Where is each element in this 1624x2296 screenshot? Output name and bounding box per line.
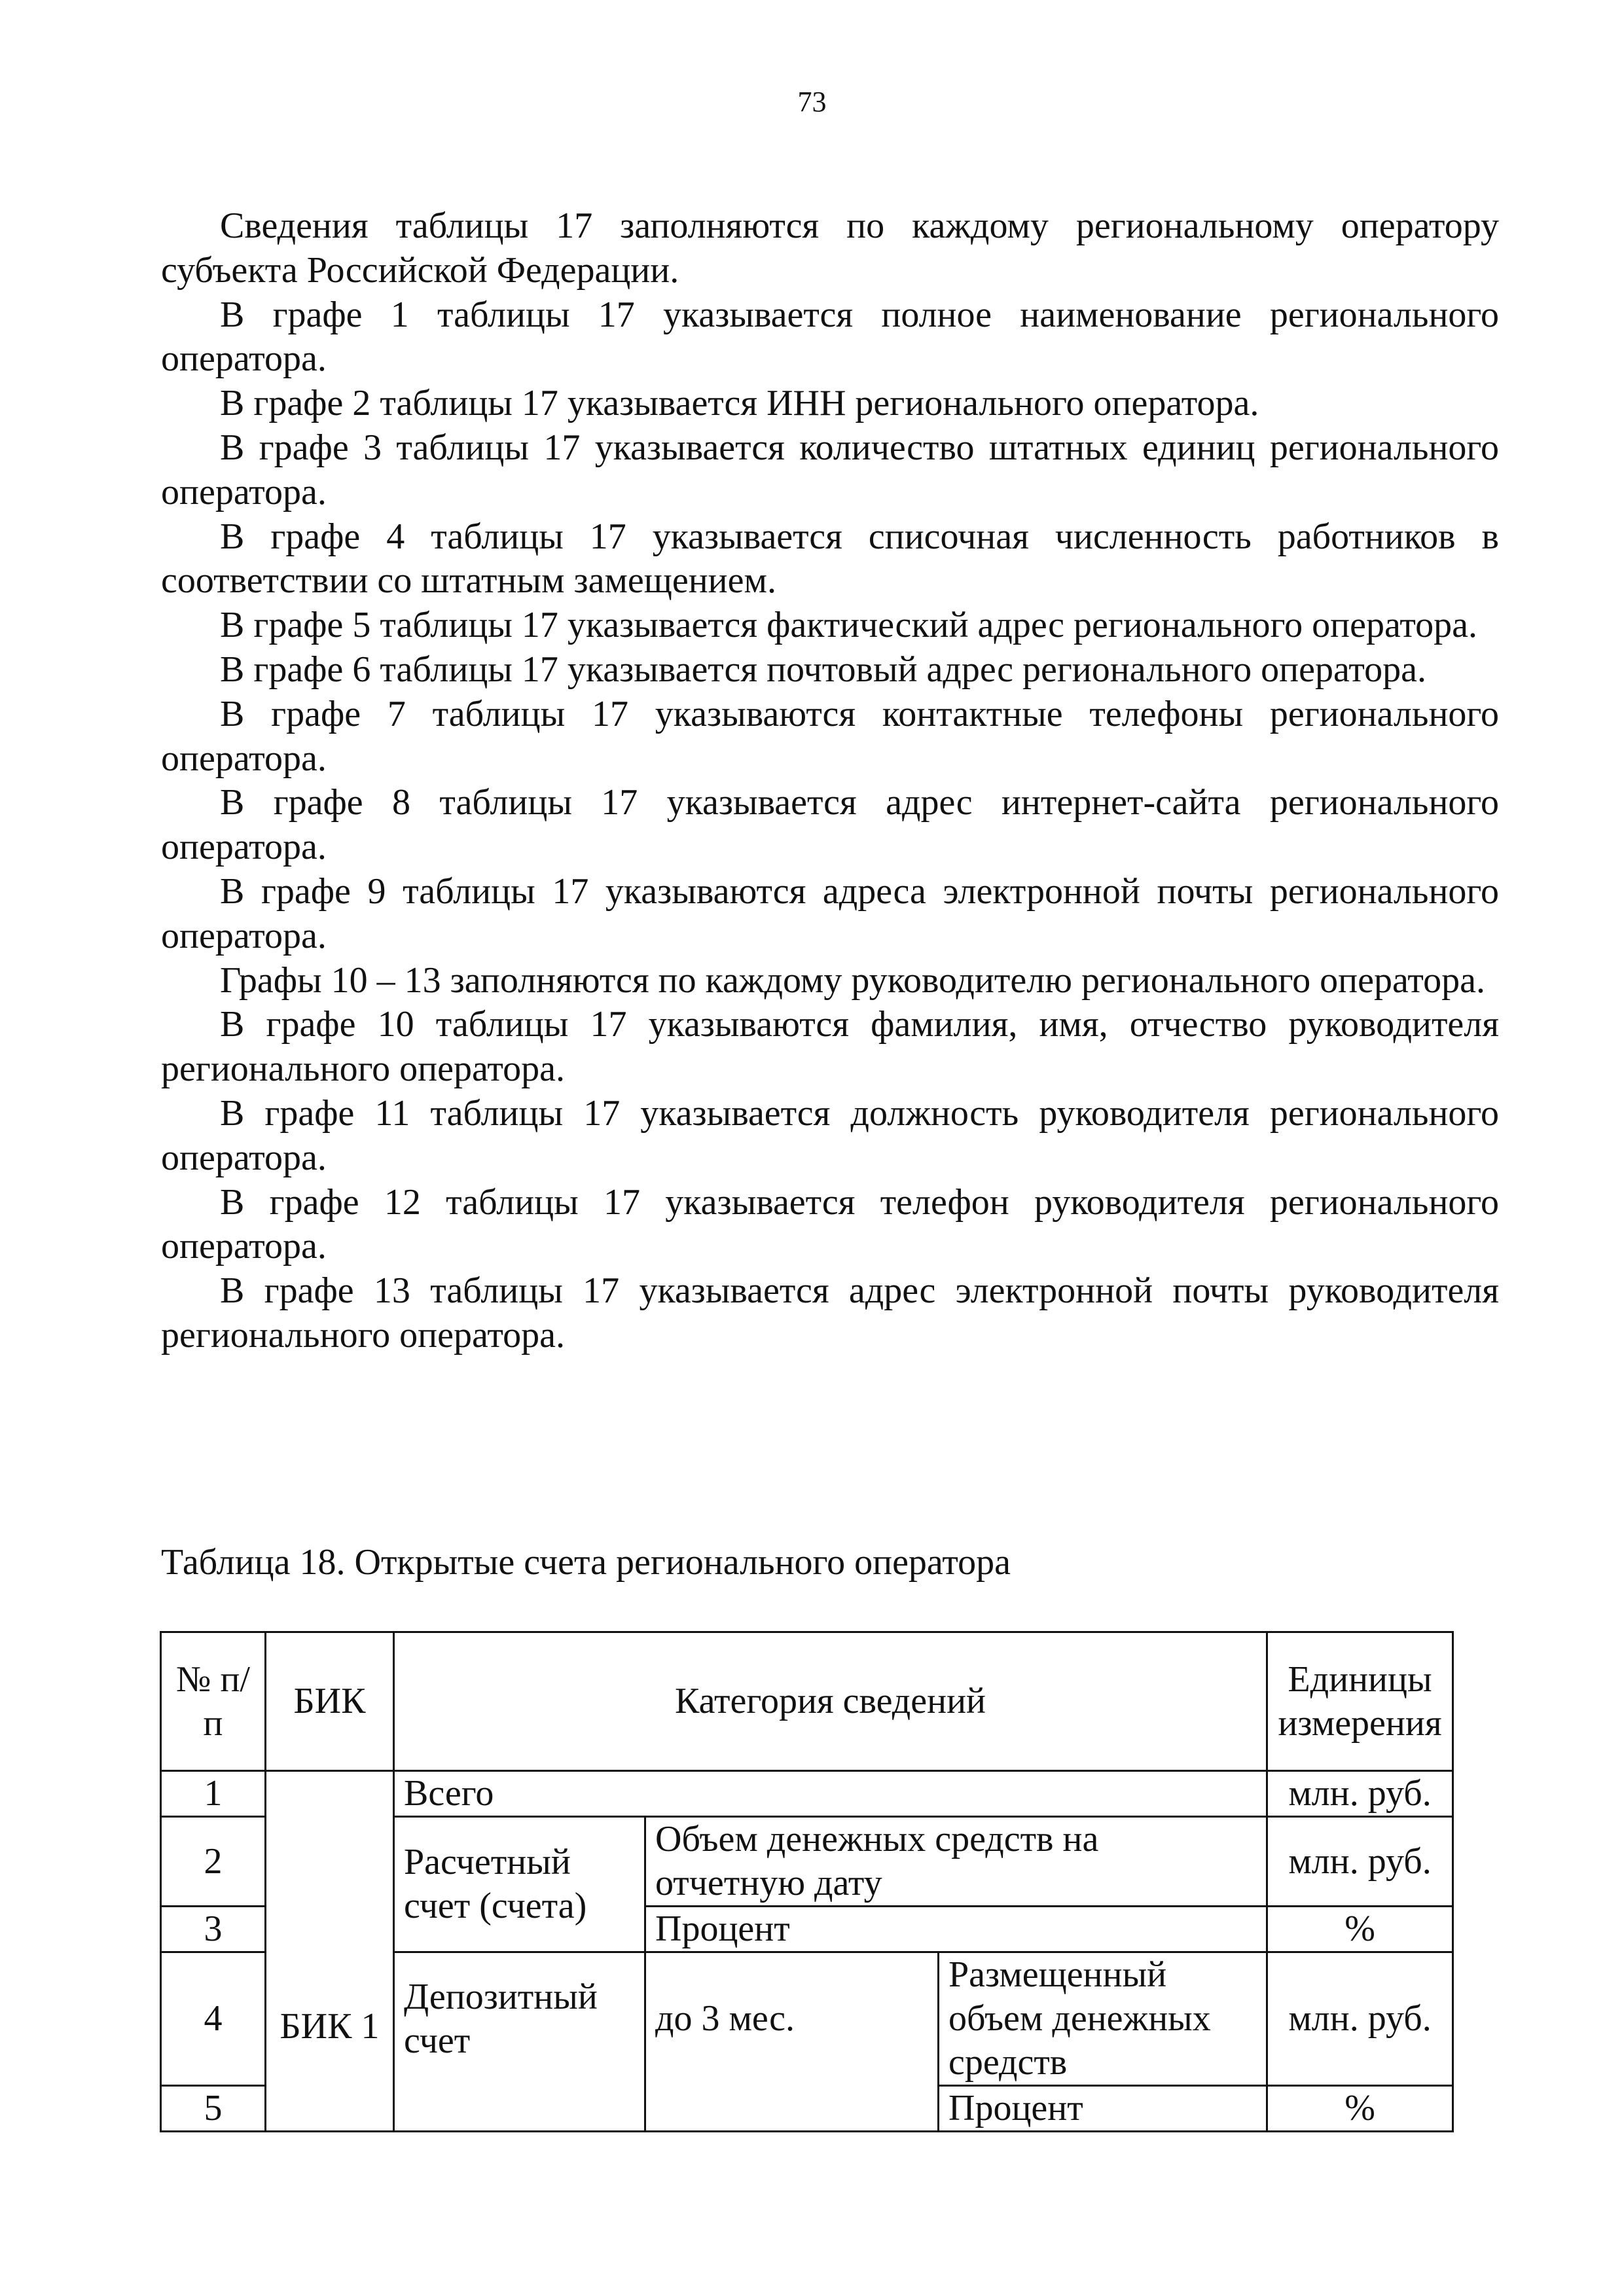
total-label: Всего — [394, 1771, 1267, 1817]
header-num: № п/п — [161, 1632, 266, 1771]
page-number: 73 — [797, 86, 827, 118]
row-num: 3 — [161, 1907, 266, 1952]
row-num: 4 — [161, 1952, 266, 2086]
paragraph: В графе 1 таблицы 17 указывается полное наименование регионального оператора. — [161, 294, 1499, 380]
paragraph: Сведения таблицы 17 заполняются по каждому региональному оператору субъекта Российской Федерации. — [161, 206, 1499, 291]
percent-deposit-label: Процент — [939, 2086, 1267, 2132]
paragraph: В графе 5 таблицы 17 указывается фактический адрес регионального оператора. — [220, 605, 1477, 646]
bik-value: БИК 1 — [266, 1771, 394, 2132]
paragraph: В графе 10 таблицы 17 указываются фамилия, имя, отчество руководителя регионального оператора. — [161, 1004, 1499, 1090]
table-header-row — [161, 1632, 1453, 1771]
percent-label: Процент — [645, 1907, 1267, 1952]
settlement-account-label: Расчетный счет (счета) — [394, 1817, 645, 1952]
term-label: до 3 мес. — [645, 1952, 939, 2132]
header-category: Категория сведений — [394, 1632, 1267, 1771]
paragraph: В графе 13 таблицы 17 указывается адрес электронной почты руководителя регионального оператора. — [161, 1270, 1499, 1355]
paragraph: В графе 4 таблицы 17 указывается списочная численность работников в соответствии со штатным замещением. — [161, 516, 1499, 601]
paragraph: Графы 10 – 13 заполняются по каждому руководителю регионального оператора. — [220, 960, 1485, 1001]
accounts-table — [160, 1631, 1454, 2132]
paragraph: В графе 11 таблицы 17 указывается должность руководителя регионального оператора. — [161, 1092, 1499, 1178]
paragraph: В графе 9 таблицы 17 указываются адреса электронной почты регионального оператора. — [161, 870, 1499, 956]
row-units: % — [1267, 1907, 1453, 1952]
row-num: 2 — [161, 1817, 266, 1907]
row-num: 1 — [161, 1771, 266, 1817]
table-caption: Таблица 18. Открытые счета регионального оператора — [161, 1542, 1011, 1583]
row-units: млн. руб. — [1267, 1771, 1453, 1817]
deposit-account-label: Депозитный счет — [394, 1952, 645, 2132]
row-units: млн. руб. — [1267, 1817, 1453, 1907]
paragraph: В графе 3 таблицы 17 указывается количество штатных единиц регионального оператора. — [161, 427, 1499, 512]
funds-on-date-label: Объем денежных средств на отчетную дату — [645, 1817, 1267, 1907]
paragraph: В графе 12 таблицы 17 указывается телефон руководителя регионального оператора. — [161, 1181, 1499, 1267]
body-text — [161, 204, 1499, 1358]
table-row — [161, 1771, 1453, 1817]
paragraph: В графе 2 таблицы 17 указывается ИНН регионального оператора. — [220, 383, 1259, 424]
paragraph: В графе 6 таблицы 17 указывается почтовый адрес регионального оператора. — [220, 649, 1426, 690]
row-num: 5 — [161, 2086, 266, 2132]
header-bik: БИК — [266, 1632, 394, 1771]
placed-funds-label: Размещенный объем денежных средств — [939, 1952, 1267, 2086]
paragraph: В графе 7 таблицы 17 указываются контактные телефоны регионального оператора. — [161, 693, 1499, 779]
header-units: Единицы измерения — [1267, 1632, 1453, 1771]
row-units: млн. руб. — [1267, 1952, 1453, 2086]
row-units: % — [1267, 2086, 1453, 2132]
paragraph: В графе 8 таблицы 17 указывается адрес интернет-сайта регионального оператора. — [161, 782, 1499, 868]
